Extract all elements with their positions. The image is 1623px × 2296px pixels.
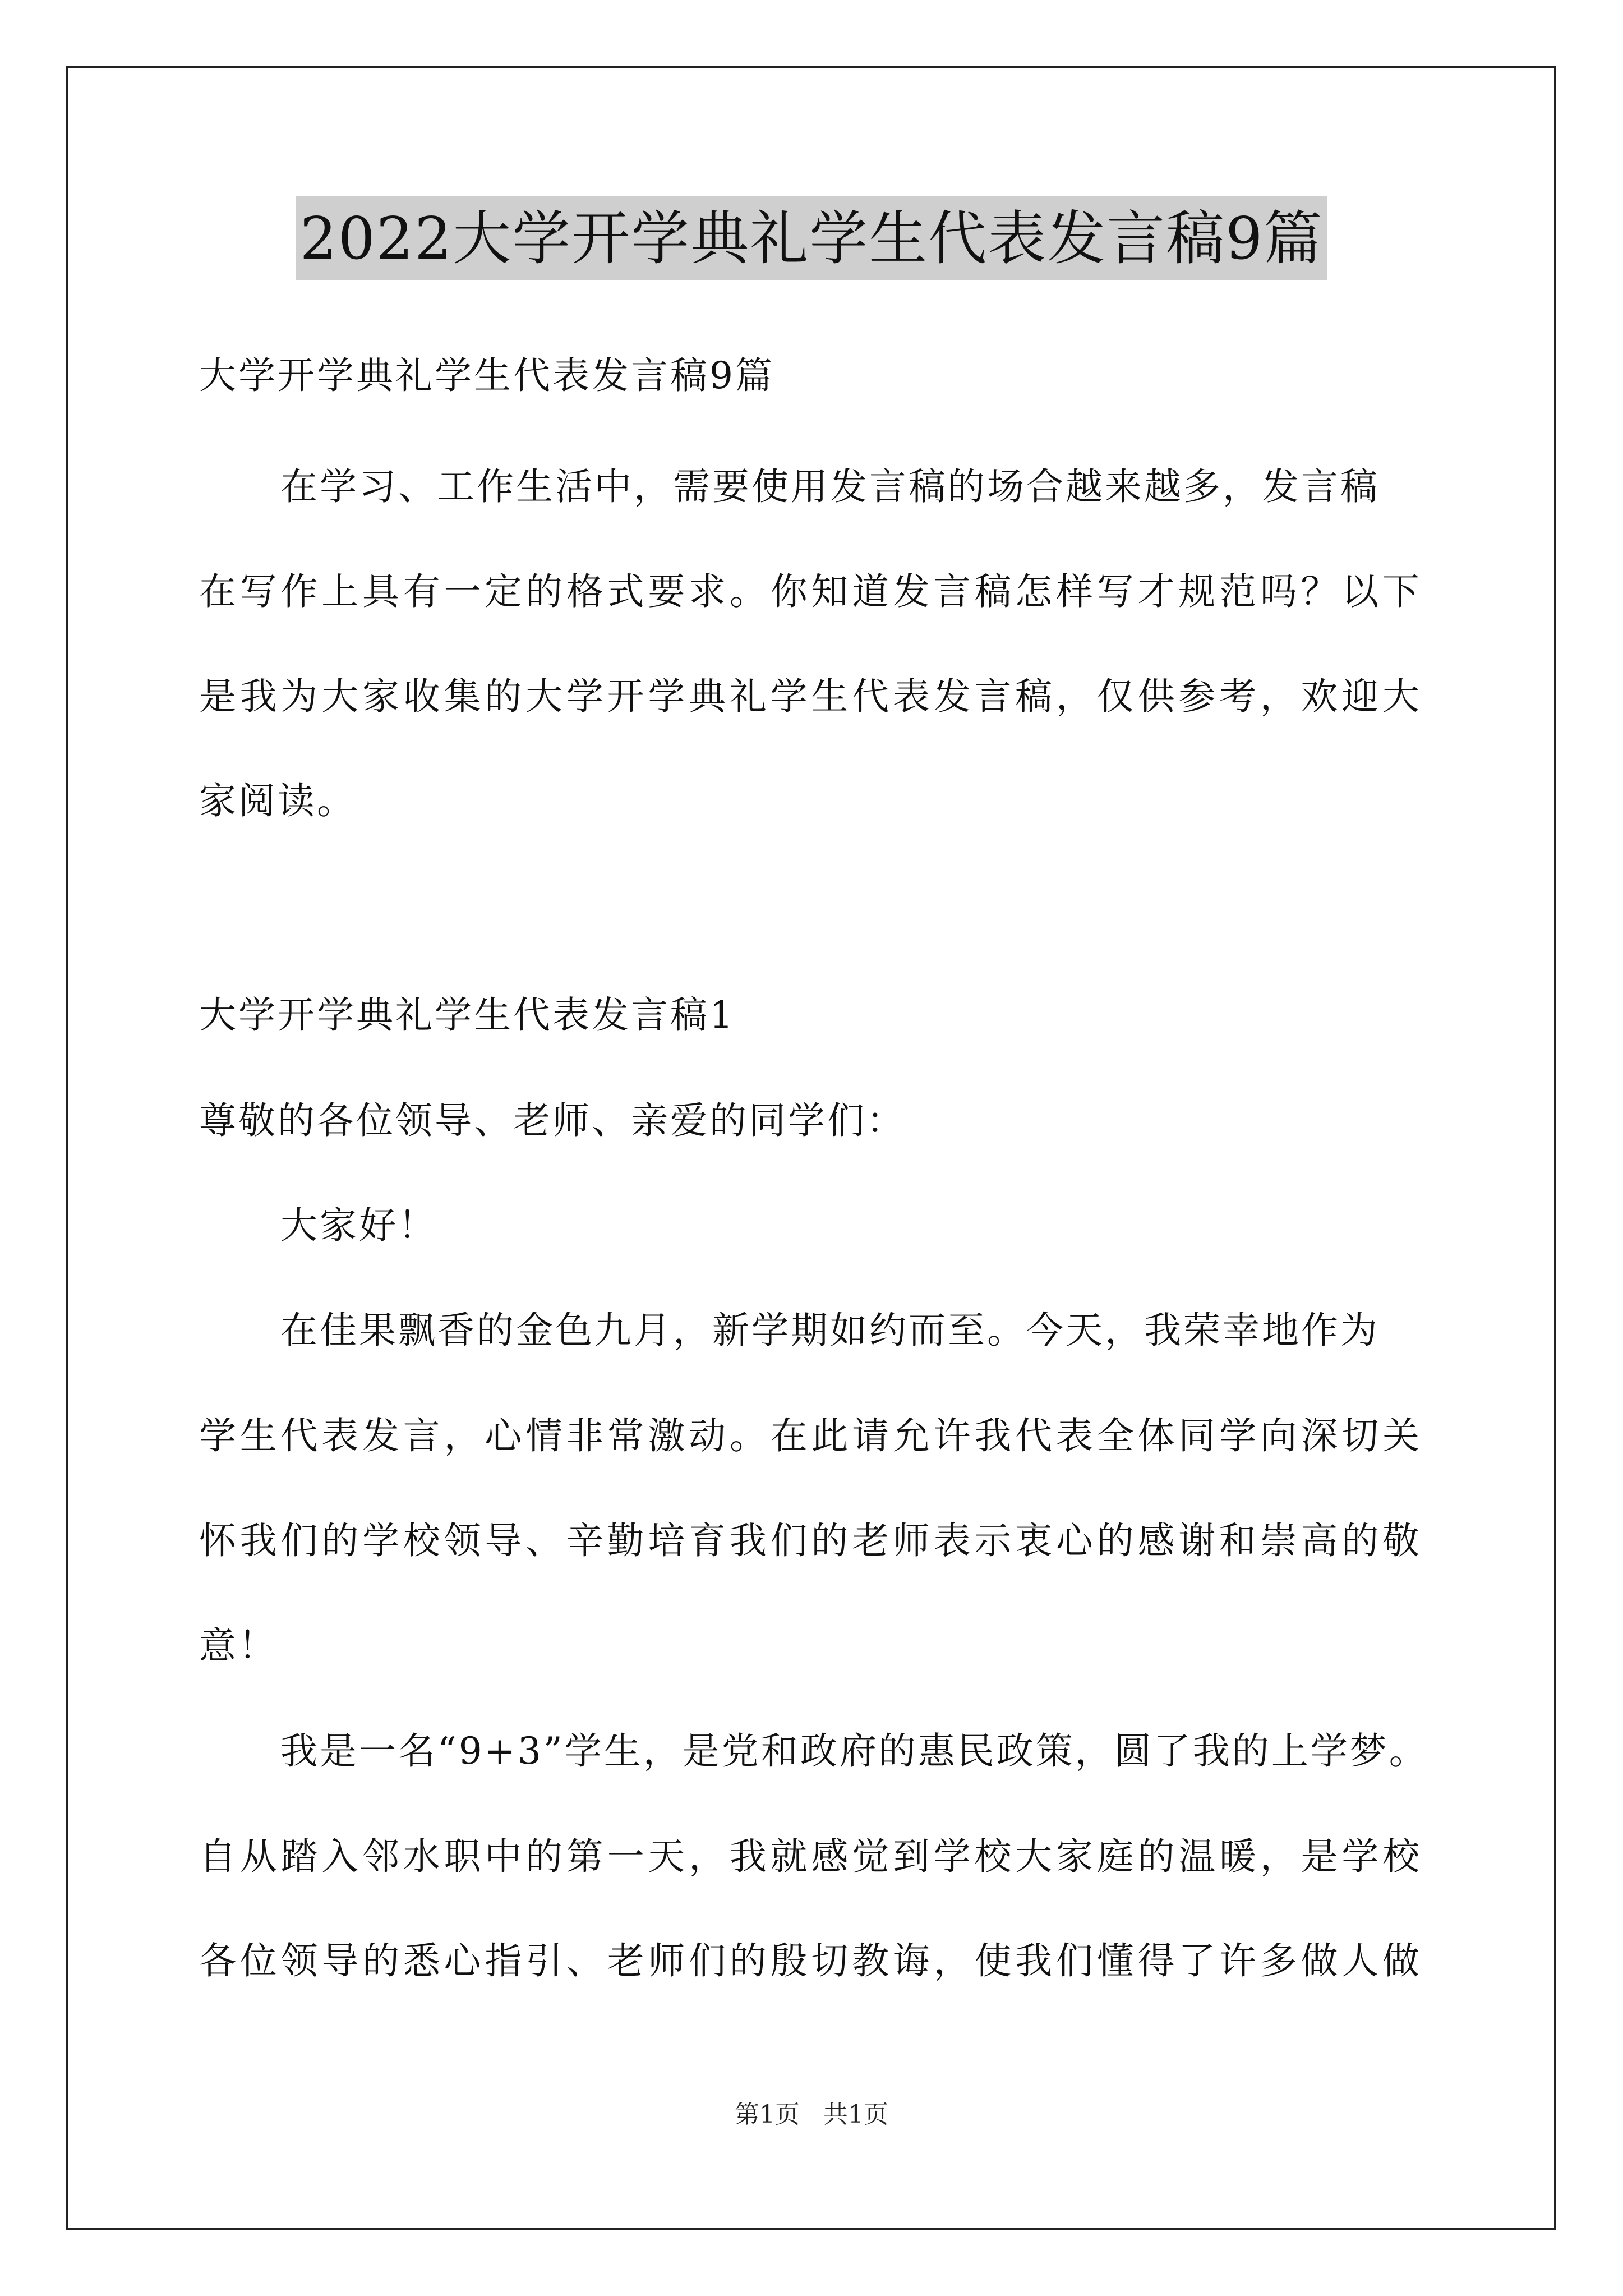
paragraph1-line-2: 学生代表发言，心情非常激动。在此请允许我代表全体同学向深切关 [199,1414,1422,1457]
salutation: 尊敬的各位领导、老师、亲爱的同学们： [199,1099,906,1142]
paragraph1-line-4: 意！ [199,1624,278,1667]
section-heading: 大学开学典礼学生代表发言稿1 [199,993,735,1037]
intro-line-3: 是我为大家收集的大学开学典礼学生代表发言稿，仅供参考，欢迎大 [199,675,1422,718]
document-subtitle: 大学开学典礼学生代表发言稿9篇 [199,354,774,397]
paragraph1-line-3: 怀我们的学校领导、辛勤培育我们的老师表示衷心的感谢和崇高的敬 [199,1519,1422,1562]
document-title: 2022大学开学典礼学生代表发言稿9篇 [296,196,1328,280]
paragraph1-line-1: 在佳果飘香的金色九月，新学期如约而至。今天，我荣幸地作为 [280,1309,1380,1352]
page-number-footer: 第1页 共1页 [735,2100,888,2129]
title-container [0,196,1623,280]
paragraph2-line-2: 自从踏入邻水职中的第一天，我就感觉到学校大家庭的温暖，是学校 [199,1835,1422,1878]
intro-line-2: 在写作上具有一定的格式要求。你知道发言稿怎样写才规范吗？以下 [199,570,1422,613]
greeting: 大家好！ [280,1204,437,1247]
intro-line-4: 家阅读。 [199,779,356,822]
paragraph2-line-1: 我是一名“9+3”学生，是党和政府的惠民政策，圆了我的上学梦。 [280,1729,1428,1773]
intro-line-1: 在学习、工作生活中，需要使用发言稿的场合越来越多，发言稿 [280,465,1380,508]
paragraph2-line-3: 各位领导的悉心指引、老师们的殷切教诲，使我们懂得了许多做人做 [199,1939,1422,1982]
